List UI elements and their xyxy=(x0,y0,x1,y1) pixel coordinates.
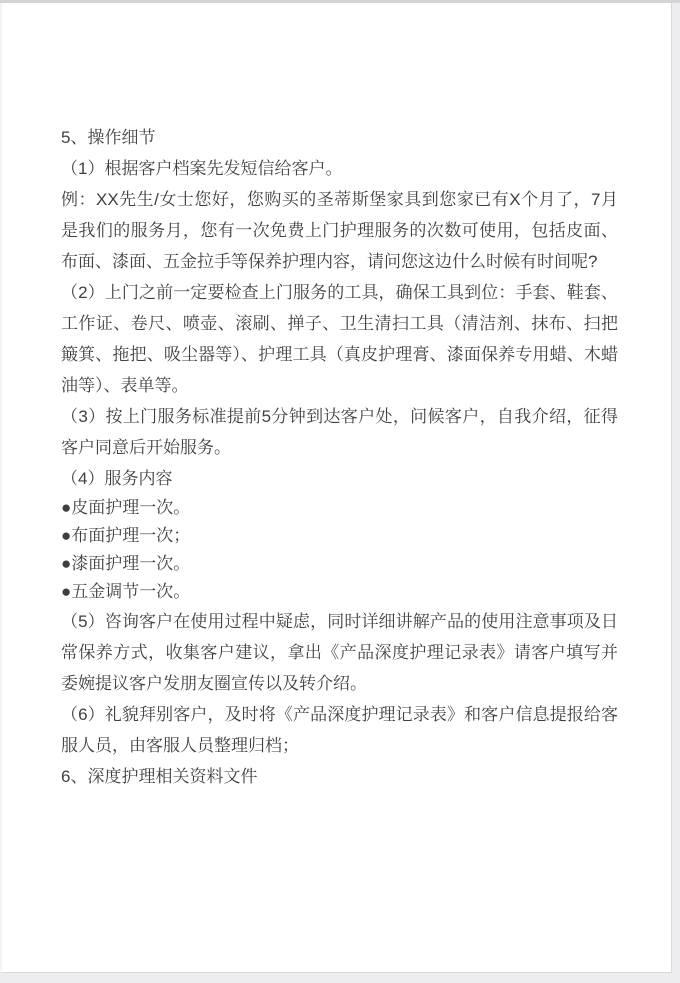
bullet-item-fabric: ●布面护理一次； xyxy=(61,526,191,545)
document-page xyxy=(0,3,672,973)
document-content xyxy=(61,122,618,792)
section-5-item-3: （3）按上门服务标准提前5分钟到达客户处，问候客户，自我介绍，征得客户同意后开始服务。 xyxy=(61,407,618,457)
bullet-item-hardware: ●五金调节一次。 xyxy=(61,582,191,601)
section-5-item-4-heading: （4）服务内容 xyxy=(61,469,173,488)
section-5-item-6: （6）礼貌拜别客户，及时将《产品深度护理记录表》和客户信息提报给客服人员，由客服人员整理归档； xyxy=(61,705,618,755)
bullet-item-leather: ●皮面护理一次。 xyxy=(61,498,191,517)
section-6-heading: 6、深度护理相关资料文件 xyxy=(61,767,258,786)
section-5-item-1: （1）根据客户档案先发短信给客户。 xyxy=(61,159,343,178)
section-5-item-5: （5）咨询客户在使用过程中疑虑，同时详细讲解产品的使用注意事项及日常保养方式，收集客户建议，拿出《产品深度护理记录表》请客户填写并委婉提议客户发朋友圈宣传以及转介绍。 xyxy=(61,612,618,693)
service-bullet-list xyxy=(61,494,618,606)
section-5-item-2: （2）上门之前一定要检查上门服务的工具，确保工具到位：手套、鞋套、工作证、卷尺、喷壶、滚刷、掸子、卫生清扫工具（清洁剂、抹布、扫把簸箕、拖把、吸尘器等）、护理工具（真皮护理膏、漆面保养专用蜡、木蜡油等）、表单等。 xyxy=(61,283,618,395)
section-5-heading: 5、操作细节 xyxy=(61,128,156,147)
bullet-item-paint: ●漆面护理一次。 xyxy=(61,554,191,573)
section-5-example-paragraph: 例：XX先生/女士您好，您购买的圣蒂斯堡家具到您家已有X个月了，7月是我们的服务月，您有一次免费上门护理服务的次数可使用，包括皮面、布面、漆面、五金拉手等保养护理内容，请问您这边什么时候有时间呢? xyxy=(61,190,618,271)
